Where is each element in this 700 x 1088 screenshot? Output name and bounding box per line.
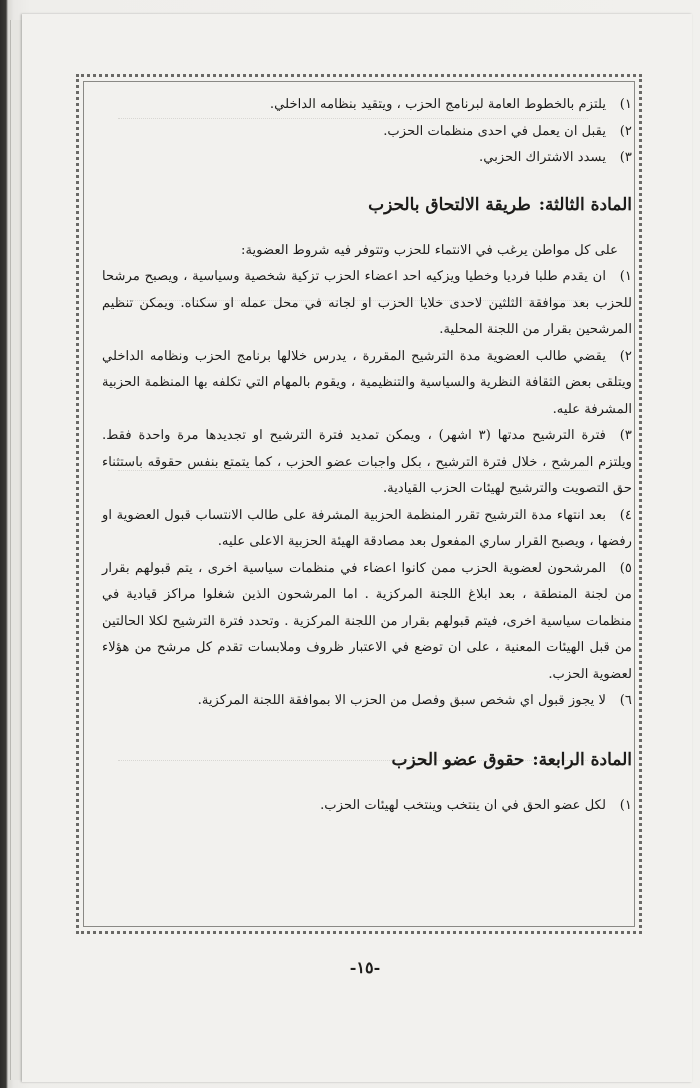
article-3-title: طريقة الالتحاق بالحزب: [368, 194, 531, 215]
item-number: ١): [619, 797, 632, 813]
item-text: ان يقدم طلبا فرديا وخطيا ويزكيه احد اعضاء الحزب تزكية شخصية وسياسية ، ويصبح مرشحا للحزب بعد موافقة الثلثين لاحدى خلايا الحزب او لجانه في محل عمله او سكناه. ويمكن تنظيم المرشحين بقرار من اللجنة المحلية.: [102, 269, 632, 337]
list-item: [102, 688, 632, 715]
item-text: يقبل ان يعمل في احدى منظمات الحزب.: [383, 123, 606, 139]
list-item: [102, 423, 632, 503]
article-4-label: المادة الرابعة:: [532, 749, 632, 770]
list-item: [102, 119, 632, 146]
item-number: ٢): [619, 348, 632, 364]
item-number: ٣): [619, 150, 632, 165]
item-text: المرشحون لعضوية الحزب ممن كانوا اعضاء في منظمات سياسية اخرى ، يتم قبولهم بقرار من لجنة المنطقة ، بعد ابلاغ اللجنة المركزية . اما المرشحون الذين شغلوا مراكز قيادية في منظمات سياسية اخرى، فيتم قبولهم بقرار من اللجنة المركزية . وتحدد فترة الترشيح لكلا الحالتين من قبل الهيئات المعنية ، على ان توضع في الاعتبار ظروف وملابسات تقدم كل مرشح من هؤلاء لعضوية الحزب.: [102, 560, 632, 682]
list-item: [102, 793, 632, 820]
item-number: ١): [619, 97, 632, 112]
item-text: فترة الترشيح مدتها (٣ اشهر) ، ويمكن تمديد فترة الترشيح او تجديدها مرة واحدة فقط. ويلتزم المرشح ، خلال فترة الترشيح ، بكل واجبات عضو الحزب ، كما يتمتع بنفس حقوقه باستثناء حق التصويت والترشيح لهيئات الحزب القيادية.: [102, 428, 632, 496]
item-number: ٣): [619, 428, 632, 443]
list-item: [102, 344, 632, 424]
article-4-title: حقوق عضو الحزب: [391, 749, 525, 770]
item-text: يسدد الاشتراك الحزبي.: [479, 150, 606, 165]
item-number: ٢): [619, 123, 632, 139]
item-number: ٦): [619, 693, 632, 708]
item-text: بعد انتهاء مدة الترشيح تقرر المنظمة الحزبية المشرفة على طالب الانتساب قبول العضوية او رفضها ، ويصبح القرار ساري المفعول بعد مصادقة الهيئة الحزبية الاعلى عليه.: [102, 507, 632, 549]
list-item: [102, 503, 632, 556]
item-number: ٥): [619, 560, 632, 576]
list-item: [102, 264, 632, 344]
item-number: ١): [619, 269, 632, 284]
article-3-intro: على كل مواطن يرغب في الانتماء للحزب وتتوفر فيه شروط العضوية:: [241, 242, 618, 258]
item-text: يقضي طالب العضوية مدة الترشيح المقررة ، يدرس خلالها برنامج الحزب ونظامه الداخلي ويتلقى بعض الثقافة النظرية والسياسية والتنظيمية ، ويقوم بالمهام التي تكلفه بها المنظمة الحزبية المشرفة عليه.: [102, 348, 632, 417]
article-4-heading: [102, 747, 632, 773]
list-item: [102, 145, 632, 172]
item-text: يلتزم بالخطوط العامة لبرنامج الحزب ، ويتقيد بنظامه الداخلي.: [269, 97, 606, 112]
page-number: -١٥-: [349, 958, 381, 977]
article-3-label: المادة الثالثة:: [538, 194, 632, 215]
document-body: [102, 92, 632, 927]
list-item: [102, 92, 632, 119]
item-text: لكل عضو الحق في ان ينتخب وينتخب لهيئات الحزب.: [320, 797, 606, 813]
item-text: لا يجوز قبول اي شخص سبق وفصل من الحزب الا بموافقة اللجنة المركزية.: [197, 693, 606, 708]
item-number: ٤): [619, 507, 632, 523]
article-3-heading: [102, 192, 632, 218]
list-item: [102, 556, 632, 689]
